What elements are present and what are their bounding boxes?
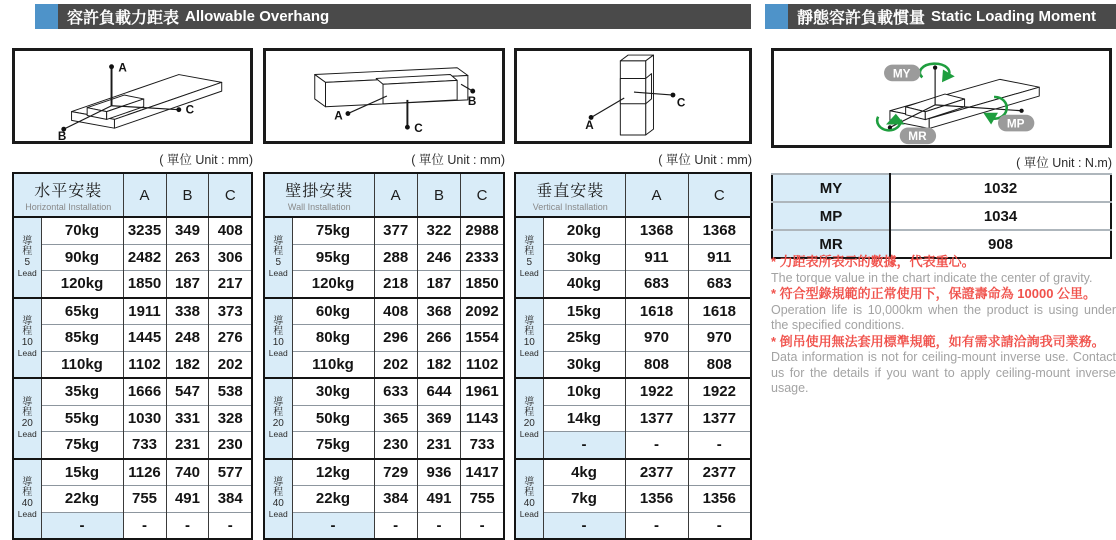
note-zh-line: * 力距表所表示的數據，代表重心。 <box>771 254 975 269</box>
table-row <box>13 298 252 325</box>
value-cell: 377 <box>374 217 417 244</box>
value-cell: 1356 <box>688 486 751 513</box>
value-cell: 740 <box>166 459 209 486</box>
table-row <box>264 486 504 513</box>
note-en-line: The torque value in the chart indicate the center of gravity. <box>771 270 1093 285</box>
lead-number: 20 <box>523 417 535 429</box>
lead-zh-char: 程 <box>273 487 284 499</box>
load-cell: 15kg <box>543 298 625 325</box>
table-row <box>515 432 751 459</box>
load-cell: 95kg <box>292 244 374 271</box>
load-cell: 30kg <box>543 351 625 378</box>
lead-zh-char: 程 <box>22 406 33 418</box>
value-cell: 1922 <box>688 378 751 405</box>
value-cell: 2988 <box>461 217 504 244</box>
load-cell: 14kg <box>543 405 625 432</box>
lead-number: 20 <box>272 417 284 429</box>
value-cell: 1377 <box>625 405 688 432</box>
horizontal-installation-table <box>12 172 253 540</box>
lead-en: Lead <box>519 509 539 520</box>
table-row <box>264 405 504 432</box>
lead-label <box>13 459 41 540</box>
section-title-zh: 容許負載力距表 <box>67 10 180 27</box>
load-cell: 4kg <box>543 459 625 486</box>
table-row <box>264 432 504 459</box>
table-row <box>13 325 252 352</box>
load-cell: 75kg <box>292 432 374 459</box>
notes-block <box>771 254 1116 396</box>
value-cell: 729 <box>374 459 417 486</box>
table-row <box>264 244 504 271</box>
load-cell: 35kg <box>41 378 123 405</box>
table-row <box>13 378 252 405</box>
note-en-line: Operation life is 10,000km when the product is using under the specified conditions. <box>771 303 1116 333</box>
horizontal-installation-diagram <box>12 48 253 144</box>
lead-en: Lead <box>17 348 37 359</box>
value-cell: 755 <box>461 486 504 513</box>
value-cell: - <box>417 512 460 539</box>
value-cell: 1102 <box>123 351 166 378</box>
value-cell: 3235 <box>123 217 166 244</box>
moment-value-my: 1032 <box>890 174 1111 202</box>
lead-en: Lead <box>519 267 539 278</box>
wall-rail-drawing <box>266 51 502 141</box>
lead-zh-char: 導 <box>524 316 535 328</box>
value-cell: 322 <box>417 217 460 244</box>
lead-zh-char: 程 <box>22 487 33 499</box>
table-title <box>264 173 374 217</box>
lead-number: 10 <box>21 337 33 349</box>
static-moment-diagram <box>771 48 1112 148</box>
value-cell: 1666 <box>123 378 166 405</box>
unit-caption-mm: ( 單位 Unit : mm) <box>411 153 505 167</box>
load-cell: - <box>543 512 625 539</box>
value-cell: 547 <box>166 378 209 405</box>
table-row <box>13 512 252 539</box>
wall-installation-table <box>263 172 505 540</box>
load-cell: 75kg <box>292 217 374 244</box>
load-cell: - <box>292 512 374 539</box>
table-title-zh: 壁掛安裝 <box>285 183 354 200</box>
value-cell: 288 <box>374 244 417 271</box>
accent-square <box>765 4 788 29</box>
value-cell: 276 <box>209 325 252 352</box>
lead-number: 5 <box>526 256 533 268</box>
value-cell: 368 <box>417 298 460 325</box>
value-cell: 970 <box>688 325 751 352</box>
value-cell: - <box>625 512 688 539</box>
table-row <box>515 405 751 432</box>
value-cell: 683 <box>625 271 688 298</box>
point-b-label: B <box>467 94 477 108</box>
lead-number: 5 <box>24 256 31 268</box>
value-cell: 384 <box>209 486 252 513</box>
lead-zh-char: 導 <box>273 235 284 247</box>
load-cell: 80kg <box>292 325 374 352</box>
load-cell: 10kg <box>543 378 625 405</box>
lead-number: 5 <box>275 256 282 268</box>
moment-row <box>772 174 1111 202</box>
section-header-static-loading-moment <box>765 4 1116 29</box>
value-cell: 1922 <box>625 378 688 405</box>
table-row <box>264 325 504 352</box>
point-c-label: C <box>676 96 686 110</box>
table-title-en: Wall Installation <box>287 202 351 212</box>
column-header-a: A <box>625 173 688 217</box>
value-cell: 1368 <box>688 217 751 244</box>
value-cell: 936 <box>417 459 460 486</box>
load-cell: 12kg <box>292 459 374 486</box>
value-cell: 2377 <box>688 459 751 486</box>
value-cell: 328 <box>209 405 252 432</box>
lead-zh-char: 程 <box>273 326 284 338</box>
lead-en: Lead <box>519 348 539 359</box>
table-header-row <box>13 173 252 217</box>
load-cell: 15kg <box>41 459 123 486</box>
column-header-a: A <box>123 173 166 217</box>
table-row <box>264 378 504 405</box>
table-row <box>515 325 751 352</box>
value-cell: - <box>688 432 751 459</box>
table-row <box>264 217 504 244</box>
value-cell: 408 <box>374 298 417 325</box>
table-row <box>264 298 504 325</box>
value-cell: 373 <box>209 298 252 325</box>
load-cell: 7kg <box>543 486 625 513</box>
value-cell: 491 <box>166 486 209 513</box>
value-cell: 1030 <box>123 405 166 432</box>
table-row <box>515 244 751 271</box>
table-row <box>13 244 252 271</box>
value-cell: 182 <box>417 351 460 378</box>
load-cell: - <box>41 512 123 539</box>
my-moment-badge: MY <box>892 67 911 81</box>
unit-caption-mm: ( 單位 Unit : mm) <box>658 153 752 167</box>
lead-zh-char: 導 <box>273 316 284 328</box>
table-row <box>13 217 252 244</box>
value-cell: 2482 <box>123 244 166 271</box>
lead-en: Lead <box>268 267 288 278</box>
load-cell: 40kg <box>543 271 625 298</box>
mr-moment-badge: MR <box>908 130 927 144</box>
table-row <box>13 459 252 486</box>
value-cell: 808 <box>625 351 688 378</box>
table-row <box>13 271 252 298</box>
moment-rail-drawing <box>774 51 1109 145</box>
lead-zh-char: 程 <box>273 245 284 257</box>
lead-zh-char: 導 <box>524 396 535 408</box>
value-cell: 230 <box>209 432 252 459</box>
value-cell: 296 <box>374 325 417 352</box>
value-cell: 1143 <box>461 405 504 432</box>
table-row <box>264 351 504 378</box>
table-row <box>515 298 751 325</box>
load-cell: 30kg <box>292 378 374 405</box>
column-header-c: C <box>688 173 751 217</box>
lead-label <box>264 459 292 540</box>
moment-label-mr: MR <box>772 230 890 258</box>
value-cell: 1618 <box>625 298 688 325</box>
table-row <box>515 486 751 513</box>
table-row <box>264 512 504 539</box>
value-cell: 369 <box>417 405 460 432</box>
value-cell: 733 <box>123 432 166 459</box>
table-row <box>13 486 252 513</box>
table-row <box>515 378 751 405</box>
table-title <box>13 173 123 217</box>
lead-number: 40 <box>523 498 535 510</box>
value-cell: 218 <box>374 271 417 298</box>
value-cell: 633 <box>374 378 417 405</box>
load-cell: 50kg <box>292 405 374 432</box>
lead-label <box>13 298 41 379</box>
value-cell: 491 <box>417 486 460 513</box>
value-cell: 538 <box>209 378 252 405</box>
value-cell: 577 <box>209 459 252 486</box>
point-b-label: B <box>57 129 67 143</box>
load-cell: 25kg <box>543 325 625 352</box>
point-a-label: A <box>118 61 127 75</box>
load-cell: 90kg <box>41 244 123 271</box>
value-cell: 231 <box>166 432 209 459</box>
value-cell: 187 <box>166 271 209 298</box>
lead-en: Lead <box>268 428 288 439</box>
point-a-label: A <box>334 109 343 123</box>
load-cell: 70kg <box>41 217 123 244</box>
value-cell: 246 <box>417 244 460 271</box>
table-title-zh: 垂直安裝 <box>536 183 605 200</box>
value-cell: - <box>374 512 417 539</box>
lead-label <box>515 459 543 540</box>
value-cell: 202 <box>374 351 417 378</box>
lead-zh-char: 導 <box>273 396 284 408</box>
load-cell: 85kg <box>41 325 123 352</box>
value-cell: 1618 <box>688 298 751 325</box>
value-cell: 187 <box>417 271 460 298</box>
column-header-a: A <box>374 173 417 217</box>
value-cell: 338 <box>166 298 209 325</box>
moment-row <box>772 202 1111 230</box>
lead-label <box>264 298 292 379</box>
table-row <box>264 271 504 298</box>
lead-label <box>264 378 292 459</box>
value-cell: 1377 <box>688 405 751 432</box>
lead-zh-char: 程 <box>524 245 535 257</box>
table-row <box>515 512 751 539</box>
value-cell: 1417 <box>461 459 504 486</box>
value-cell: 1961 <box>461 378 504 405</box>
table-row <box>264 459 504 486</box>
lead-en: Lead <box>17 428 37 439</box>
table-row <box>13 405 252 432</box>
section-title-en: Allowable Overhang <box>185 8 330 25</box>
lead-zh-char: 導 <box>524 477 535 489</box>
value-cell: 1356 <box>625 486 688 513</box>
value-cell: - <box>688 512 751 539</box>
lead-en: Lead <box>519 428 539 439</box>
value-cell: 202 <box>209 351 252 378</box>
table-row <box>515 217 751 244</box>
value-cell: 970 <box>625 325 688 352</box>
load-cell: - <box>543 432 625 459</box>
lead-zh-char: 導 <box>524 235 535 247</box>
load-cell: 55kg <box>41 405 123 432</box>
value-cell: 231 <box>417 432 460 459</box>
unit-caption-mm: ( 單位 Unit : mm) <box>159 153 253 167</box>
value-cell: 683 <box>688 271 751 298</box>
value-cell: - <box>625 432 688 459</box>
lead-number: 10 <box>272 337 284 349</box>
value-cell: 911 <box>625 244 688 271</box>
value-cell: - <box>166 512 209 539</box>
value-cell: 2092 <box>461 298 504 325</box>
value-cell: - <box>209 512 252 539</box>
value-cell: 808 <box>688 351 751 378</box>
value-cell: - <box>461 512 504 539</box>
load-cell: 110kg <box>292 351 374 378</box>
mp-moment-badge: MP <box>1006 117 1025 131</box>
vertical-rail-drawing <box>517 51 749 141</box>
table-header-row <box>264 173 504 217</box>
value-cell: 230 <box>374 432 417 459</box>
load-cell: 22kg <box>41 486 123 513</box>
value-cell: 331 <box>166 405 209 432</box>
value-cell: 911 <box>688 244 751 271</box>
moment-value-mp: 1034 <box>890 202 1111 230</box>
value-cell: 365 <box>374 405 417 432</box>
moment-label-my: MY <box>772 174 890 202</box>
value-cell: 1102 <box>461 351 504 378</box>
lead-zh-char: 導 <box>273 477 284 489</box>
column-header-b: B <box>166 173 209 217</box>
load-cell: 20kg <box>543 217 625 244</box>
value-cell: 733 <box>461 432 504 459</box>
column-header-c: C <box>461 173 504 217</box>
table-row <box>515 351 751 378</box>
lead-zh-char: 程 <box>524 326 535 338</box>
table-row <box>515 271 751 298</box>
value-cell: 248 <box>166 325 209 352</box>
vertical-installation-diagram <box>514 48 752 144</box>
lead-en: Lead <box>17 509 37 520</box>
table-title-en: Horizontal Installation <box>25 202 112 212</box>
lead-zh-char: 程 <box>22 245 33 257</box>
lead-en: Lead <box>268 348 288 359</box>
wall-installation-diagram <box>263 48 505 144</box>
value-cell: 755 <box>123 486 166 513</box>
load-cell: 75kg <box>41 432 123 459</box>
table-row <box>13 432 252 459</box>
load-cell: 120kg <box>41 271 123 298</box>
value-cell: 1554 <box>461 325 504 352</box>
value-cell: 384 <box>374 486 417 513</box>
value-cell: 1850 <box>123 271 166 298</box>
value-cell: 263 <box>166 244 209 271</box>
value-cell: 306 <box>209 244 252 271</box>
lead-zh-char: 程 <box>524 406 535 418</box>
lead-label <box>264 217 292 298</box>
lead-zh-char: 導 <box>22 477 33 489</box>
load-cell: 120kg <box>292 271 374 298</box>
lead-label <box>515 378 543 459</box>
unit-caption-nm: ( 單位 Unit : N.m) <box>1016 156 1112 170</box>
accent-square <box>35 4 58 29</box>
lead-zh-char: 程 <box>524 487 535 499</box>
section-title-en: Static Loading Moment <box>931 8 1097 25</box>
value-cell: 1445 <box>123 325 166 352</box>
load-cell: 30kg <box>543 244 625 271</box>
value-cell: 644 <box>417 378 460 405</box>
column-header-b: B <box>417 173 460 217</box>
value-cell: 217 <box>209 271 252 298</box>
value-cell: 1368 <box>625 217 688 244</box>
lead-zh-char: 程 <box>273 406 284 418</box>
table-title-zh: 水平安裝 <box>34 183 103 200</box>
value-cell: 2333 <box>461 244 504 271</box>
value-cell: 266 <box>417 325 460 352</box>
note-zh-line: * 符合型錄規範的正常使用下，保證壽命為 10000 公里。 <box>771 286 1097 302</box>
value-cell: 182 <box>166 351 209 378</box>
load-cell: 65kg <box>41 298 123 325</box>
point-c-label: C <box>414 122 423 136</box>
vertical-installation-table <box>514 172 752 540</box>
lead-zh-char: 程 <box>22 326 33 338</box>
table-row <box>515 459 751 486</box>
value-cell: 1850 <box>461 271 504 298</box>
lead-zh-char: 導 <box>22 396 33 408</box>
column-header-c: C <box>209 173 252 217</box>
lead-number: 40 <box>21 498 33 510</box>
load-cell: 60kg <box>292 298 374 325</box>
lead-en: Lead <box>268 509 288 520</box>
note-en-line: Data information is not for ceiling-mount inverse use. Contact us for the details if you want to apply ceiling-mount inverse usage. <box>771 350 1116 395</box>
value-cell: 2377 <box>625 459 688 486</box>
lead-zh-char: 導 <box>22 235 33 247</box>
lead-label <box>515 217 543 298</box>
table-header-row <box>515 173 751 217</box>
lead-label <box>13 217 41 298</box>
section-title-zh: 靜態容許負載慣量 <box>797 10 926 27</box>
static-moment-table <box>771 173 1112 259</box>
value-cell: 1126 <box>123 459 166 486</box>
lead-number: 40 <box>272 498 284 510</box>
table-row <box>13 351 252 378</box>
lead-number: 10 <box>523 337 535 349</box>
lead-label <box>515 298 543 379</box>
horizontal-rail-drawing <box>15 51 250 141</box>
section-header-allowable-overhang <box>35 4 751 29</box>
lead-zh-char: 導 <box>22 316 33 328</box>
table-title-en: Vertical Installation <box>532 202 608 212</box>
load-cell: 22kg <box>292 486 374 513</box>
value-cell: 408 <box>209 217 252 244</box>
value-cell: 349 <box>166 217 209 244</box>
moment-value-mr: 908 <box>890 230 1111 258</box>
value-cell: 1911 <box>123 298 166 325</box>
lead-en: Lead <box>17 267 37 278</box>
moment-label-mp: MP <box>772 202 890 230</box>
note-zh-line: * 倒吊使用無法套用標準規範，如有需求請洽詢我司業務。 <box>771 333 1105 349</box>
point-a-label: A <box>585 119 594 133</box>
lead-number: 20 <box>21 417 33 429</box>
point-c-label: C <box>185 103 195 117</box>
lead-label <box>13 378 41 459</box>
table-title <box>515 173 625 217</box>
value-cell: - <box>123 512 166 539</box>
load-cell: 110kg <box>41 351 123 378</box>
